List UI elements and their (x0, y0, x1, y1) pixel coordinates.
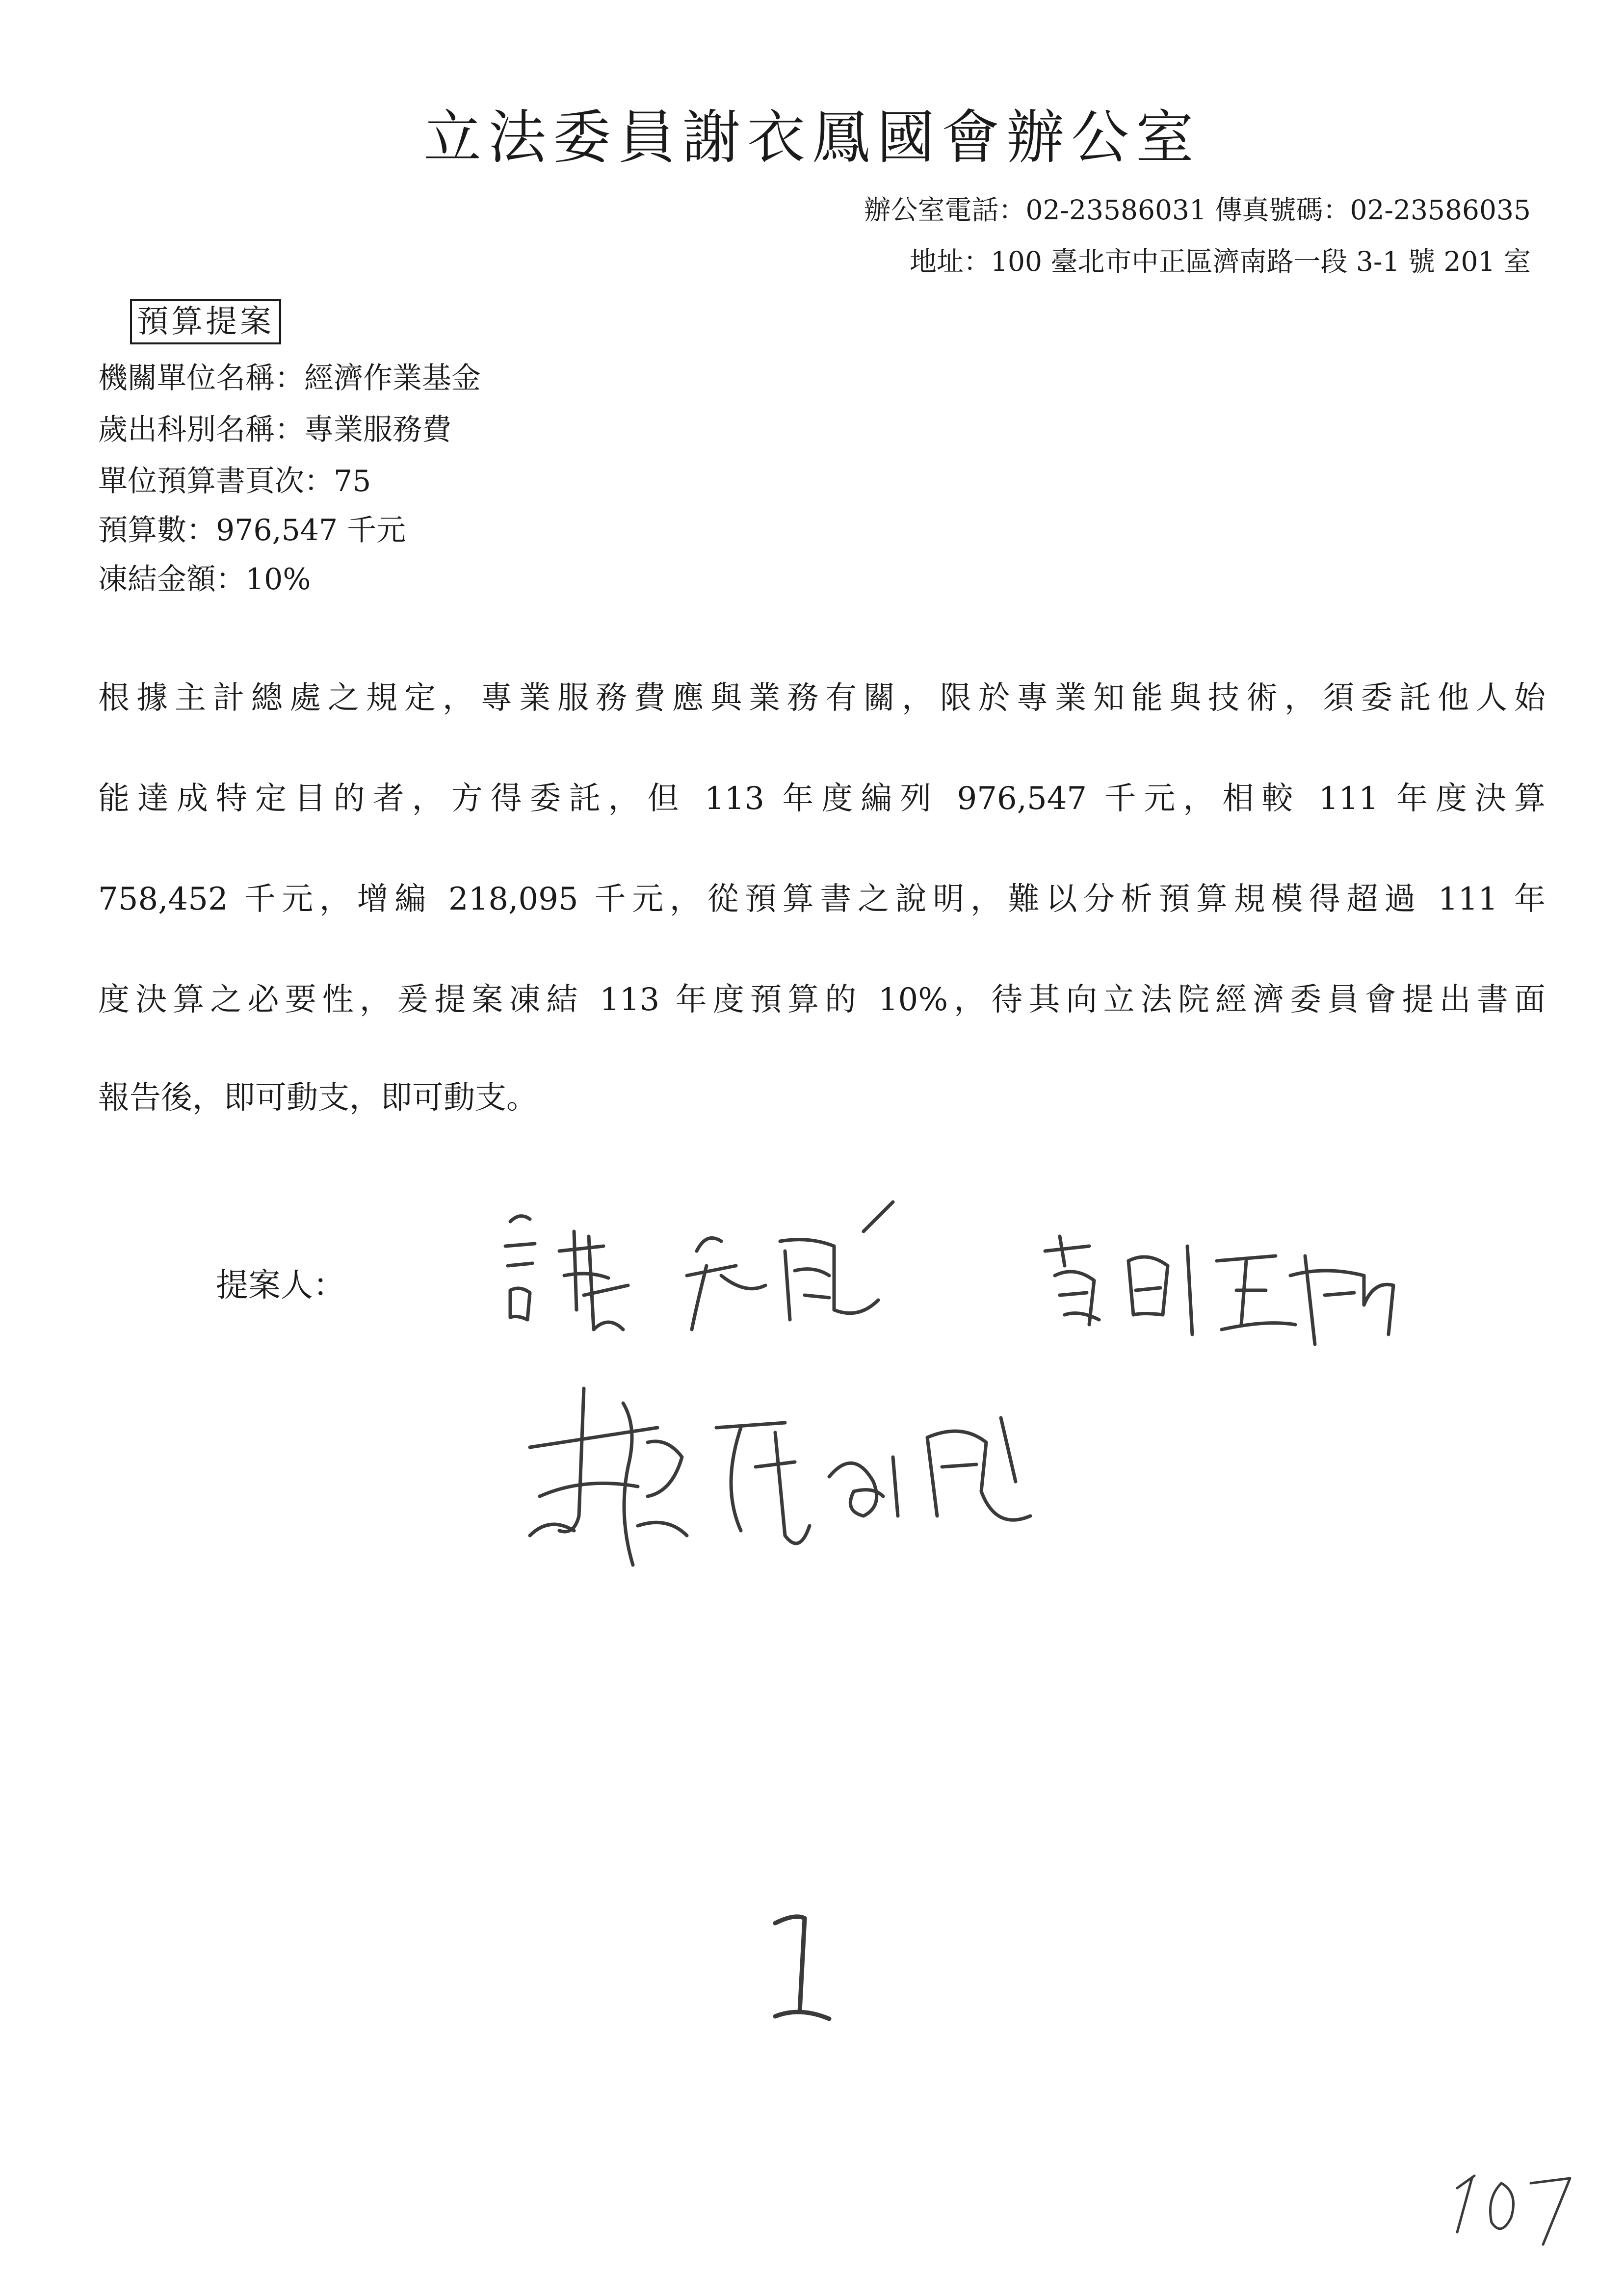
field-expenditure-item: 歲出科別名稱：專業服務費 (98, 413, 451, 447)
office-address: 地址：100 臺北市中正區濟南路一段 3-1 號 201 室 (910, 246, 1531, 277)
signature-1 (491, 1192, 932, 1359)
body-line: 根據主計總處之規定，專業服務費應與業務有關，限於專業知能與技術，須委託他人始 (98, 680, 1545, 716)
body-line: 報告後，即可動支，即可動支。 (98, 1080, 538, 1116)
signature-3 (510, 1369, 1060, 1604)
field-budget-amount: 預算數：976,547 千元 (98, 513, 406, 548)
signature-2 (1030, 1207, 1423, 1364)
body-line: 758,452 千元，增編 218,095 千元，從預算書之說明，難以分析預算規模得超過 111 年 (98, 881, 1545, 917)
field-budget-page: 單位預算書頁次：75 (98, 464, 371, 498)
budget-proposal-tag: 預算提案 (130, 299, 281, 344)
body-line: 能達成特定目的者，方得委託，但 113 年度編列 976,547 千元，相較 111 年度決算 (98, 781, 1545, 817)
body-line: 度決算之必要性，爰提案凍結 113 年度預算的 10%，待其向立法院經濟委員會提出書面 (98, 982, 1545, 1018)
field-frozen-amount: 凍結金額：10% (98, 562, 311, 597)
office-title: 立法委員謝衣鳳國會辦公室 (423, 104, 1201, 171)
handwritten-number-one (746, 1904, 844, 2031)
page-number (1438, 2159, 1585, 2257)
field-agency-name: 機關單位名稱：經濟作業基金 (98, 361, 481, 395)
proposer-label: 提案人： (216, 1266, 345, 1304)
office-phone-fax: 辦公室電話：02-23586031 傳真號碼：02-23586035 (864, 194, 1531, 226)
